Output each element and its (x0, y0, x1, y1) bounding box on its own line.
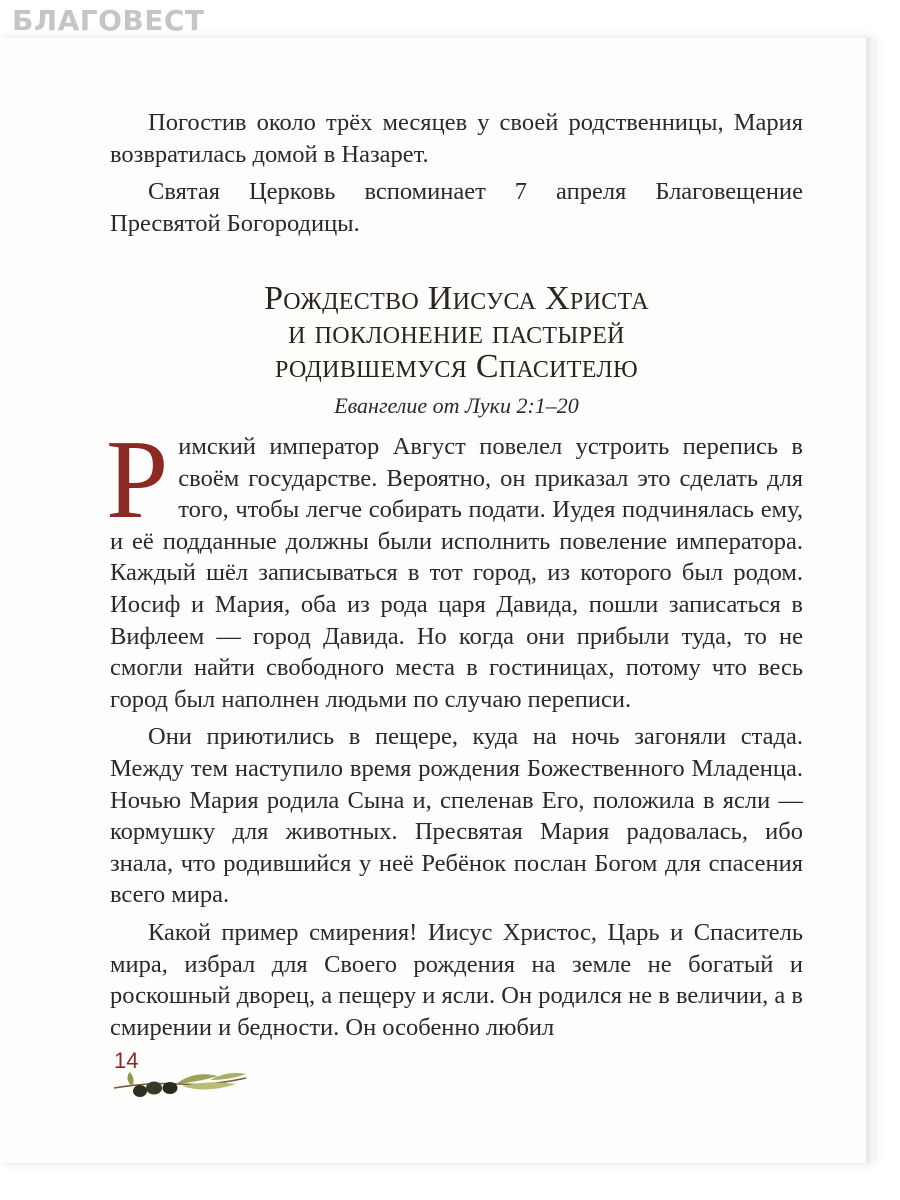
chapter-heading (110, 282, 803, 420)
chapter-text (106, 418, 803, 1049)
page-number: 14 (114, 1048, 139, 1073)
chapter-subtitle: Евангелие от Луки 2:1–20 (334, 393, 579, 418)
chapter-paragraph-1-text: имский император Август повелел устроить перепись в своём государстве. Вероятно, он приказал это сделать для того, чтобы легче собирать подати. Иудея подчинялась ему, и её подданные должны были исполнить повеление императора. Каждый шёл записываться в тот город, из которого был родом. Иосиф и Мария, оба из рода царя Давида, пошли записаться в Вифлеем — город Давида. Но когда они прибыли туда, то не смогли найти свободного места в гостиницах, потому что весь город был наполнен людьми по случаю переписи. (110, 433, 803, 713)
chapter-title-line-1: Рождество Иисуса Христа (264, 280, 649, 317)
chapter-title-line-2: и поклонение пастырей (288, 314, 625, 351)
chapter-paragraph-2: Они приютились в пещере, куда на ночь загоняли стада. Между тем наступило время рождения Божественного Младенца. Ночью Мария родила Сына и, спеленав Его, положила в ясли — кормушку для животных. Пресвятая Мария радовалась, ибо знала, что родившийся у неё Ребёнок послан Богом для спасения всего мира. (110, 723, 803, 909)
chapter-title-line-3: родившемуся Спасителю (275, 348, 638, 385)
watermark-logo: БЛАГОВЕСТ (12, 4, 205, 37)
olive-branch-icon (110, 1066, 250, 1100)
intro-text (110, 107, 803, 245)
intro-paragraph-1: Погостив около трёх месяцев у своей родственницы, Мария возвратилась домой в Назарет. (110, 109, 803, 168)
page-edge (866, 38, 874, 1163)
drop-cap: Р (106, 418, 169, 542)
intro-paragraph-2: Святая Церковь вспоминает 7 апреля Благовещение Пресвятой Богородицы. (110, 178, 803, 237)
chapter-paragraph-1 (106, 418, 803, 715)
chapter-paragraph-3: Какой пример смирения! Иисус Христос, Царь и Спаситель мира, избрал для Своего рождения на земле не богатый и роскошный дворец, а пещеру и ясли. Он родился не в величии, а в смирении и бедности. Он особенно любил (110, 918, 803, 1041)
